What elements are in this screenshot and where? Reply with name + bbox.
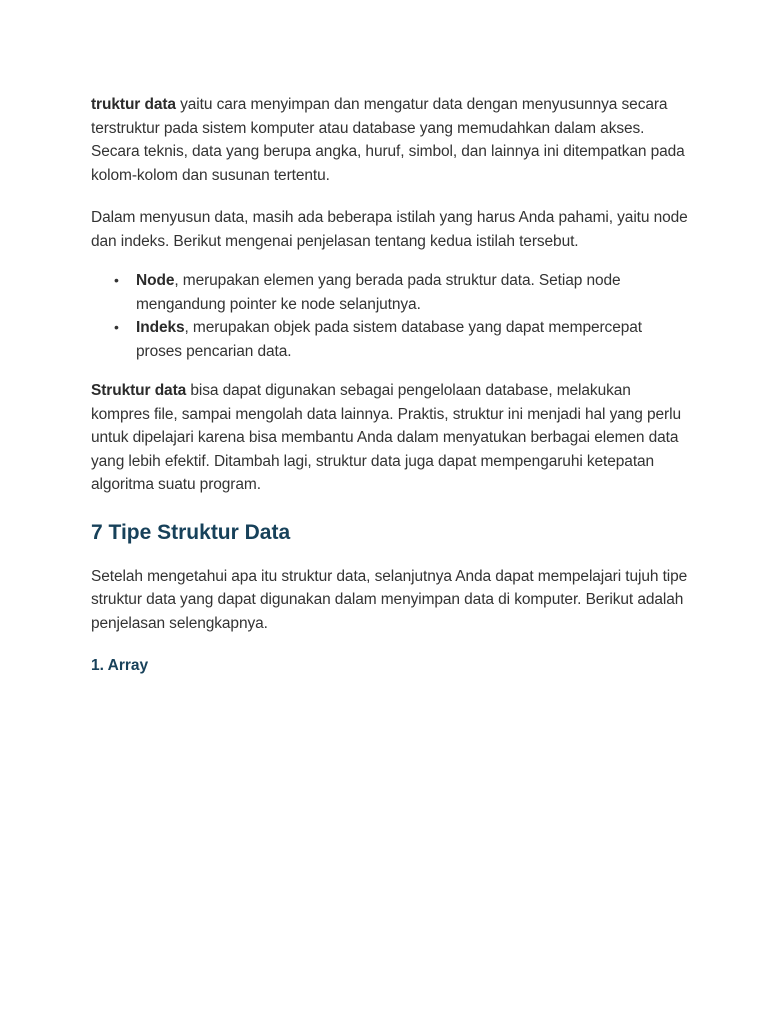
paragraph-terms-intro: Dalam menyusun data, masih ada beberapa istilah yang harus Anda pahami, yaitu node dan indeks. Berikut mengenai penjelasan tentang kedua istilah tersebut. [91, 209, 688, 250]
document-page [91, 93, 691, 677]
bold-term-node: Node [136, 272, 175, 289]
paragraph-definition-text: yaitu cara menyimpan dan mengatur data dengan menyusunnya secara terstruktur pada sistem komputer atau database yang memudahkan dalam akses. Secara teknis, data yang berupa angka, huruf, simbol, dan lainnya ini ditempatkan pada kolom-kolom dan susunan tertentu. [91, 96, 685, 184]
terms-bullet-list [91, 269, 691, 363]
paragraph-section-intro: Setelah mengetahui apa itu struktur data, selanjutnya Anda dapat mempelajari tujuh tipe struktur data yang dapat digunakan dalam menyimpan data di komputer. Berikut adalah penjelasan selengkapnya. [91, 567, 688, 632]
paragraph-definition [91, 93, 691, 187]
list-item-node [114, 269, 691, 316]
paragraph-usage [91, 379, 691, 497]
list-item-indeks-text: , merupakan objek pada sistem database yang dapat mempercepat proses pencarian data. [136, 319, 642, 360]
bullet-icon: • [114, 272, 119, 288]
bold-term-struktur-data-2: Struktur data [91, 382, 187, 399]
paragraph-usage-text: bisa dapat digunakan sebagai pengelolaan database, melakukan kompres file, sampai mengolah data lainnya. Praktis, struktur ini menjadi hal yang perlu untuk dipelajari karena bisa membantu Anda dalam menyatukan berbagai elemen data yang lebih efektif. Ditambah lagi, struktur data juga dapat mempengaruhi ketepatan algoritma suatu program. [91, 382, 681, 493]
bullet-icon: • [114, 319, 119, 335]
list-item-indeks [114, 316, 691, 363]
bold-term-indeks: Indeks [136, 319, 185, 336]
bold-term-struktur-data: truktur data [91, 96, 176, 113]
subsection-heading: 1. Array [91, 657, 149, 674]
section-heading: 7 Tipe Struktur Data [91, 520, 291, 544]
list-item-node-text: , merupakan elemen yang berada pada struktur data. Setiap node mengandung pointer ke node selanjutnya. [136, 272, 621, 313]
